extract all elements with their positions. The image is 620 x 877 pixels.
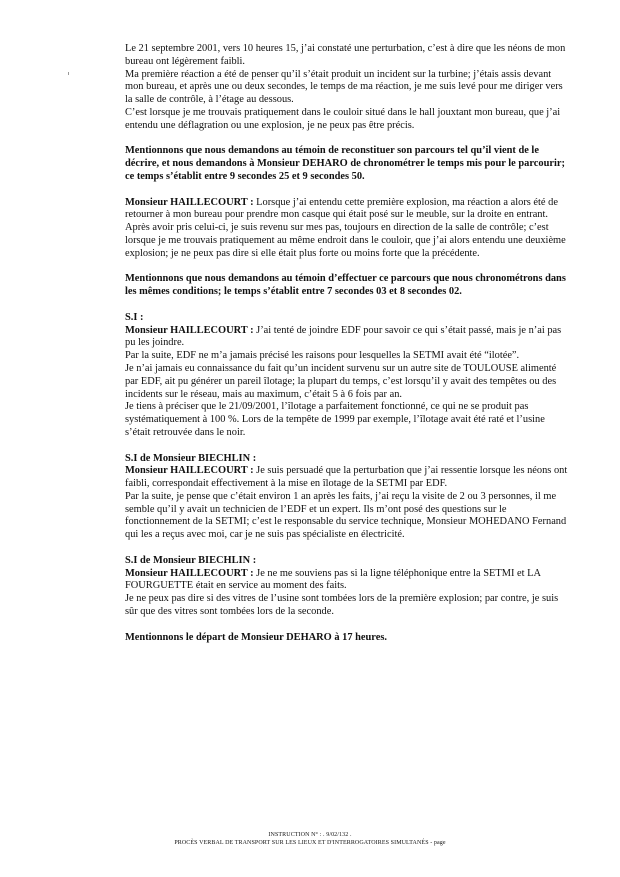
section-heading: S.I de Monsieur BIECHLIN : bbox=[125, 554, 257, 566]
paragraph bbox=[125, 325, 570, 351]
paragraph: C’est lorsque je me trouvais pratiquement dans le couloir situé dans le hall jouxtant mon bureau, que j’ai entendu une déflagration ou une explosion, je ne peux pas être précis. bbox=[125, 106, 561, 131]
paragraph: Je n’ai jamais eu connaissance du fait qu’un incident survenu sur un autre site de TOULOUSE alimenté par EDF, ait pu générer un pareil îlotage; la plupart du temps, c’est lorsqu’il y avait des tempêtes ou des incidents sur le réseau, mais au maximum, c’était 5 à 6 fois par an. bbox=[125, 362, 557, 400]
statement-text: Lorsque j’ai entendu cette première explosion, ma réaction a alors été de retourner à mon bureau pour prendre mon casque qui était posé sur le meuble, sur la droite en entrant. Après avoir pris celui-ci, je suis revenu sur mes pas, toujours en direction de la salle de contrôle; c’est lorsque je me trouvais pratiquement au même endroit dans le couloir, que j’ai alors entendu une deuxième explosion; je ne peux pas dire si elle était plus forte ou moins forte que la précédente. bbox=[125, 196, 566, 259]
section-heading: S.I : bbox=[125, 311, 144, 323]
statement-text: Je suis persuadé que la perturbation que j’ai ressentie lorsque les néons ont faibli, correspondait effectivement à la mise en îlotage de la SETMI par EDF. bbox=[125, 465, 568, 490]
paragraph: Je tiens à préciser que le 21/09/2001, l’îlotage a parfaitement fonctionné, ce qui ne se produit pas systématiquement à 100 %. Lors de la tempête de 1999 par exemple, l’îlotage avait été raté et l’usine s’était retrouvée dans le noir. bbox=[125, 401, 545, 438]
speaker-name: Monsieur HAILLECOURT : bbox=[125, 196, 254, 208]
paragraph: Par la suite, EDF ne m’a jamais précisé les raisons pour lesquelles la SETMI avait été “ilotée”. bbox=[125, 350, 520, 362]
section-heading: S.I de Monsieur BIECHLIN : bbox=[125, 452, 257, 464]
mention-note: Mentionnons le départ de Monsieur DEHARO à 17 heures. bbox=[125, 631, 387, 643]
speaker-name: Monsieur HAILLECOURT : bbox=[125, 567, 254, 579]
paragraph bbox=[125, 568, 570, 594]
paragraph: Le 21 septembre 2001, vers 10 heures 15, j’ai constaté une perturbation, c’est à dire que les néons de mon bureau ont légèrement faibli. bbox=[125, 43, 566, 67]
statement-text: J’ai tenté de joindre EDF pour savoir ce qui s’était passé, mais je n’ai pas pu les joindre. bbox=[125, 324, 562, 349]
footer-instruction-number: INSTRUCTION N° : . 9/02/132 . bbox=[268, 832, 352, 838]
paragraph: Par la suite, je pense que c’était environ 1 an après les faits, j’ai reçu la visite de 2 ou 3 personnes, il me semble qu’il y avait un technicien de l’EDF et un expert. Ils m’ont posé des questions sur le fonctionnement de la SETMI; c’est le responsable du service technique, Monsieur MOHEDANO Fernand qui les a reçus avec moi, car je ne suis pas spécialiste en électricité. bbox=[125, 490, 567, 541]
footer-document-title: PROCÈS VERBAL DE TRANSPORT SUR LES LIEUX ET D'INTERROGATOIRES SIMULTANÉS - page bbox=[174, 840, 446, 846]
document-body bbox=[125, 43, 570, 644]
paragraph: Ma première réaction a été de penser qu’il s’était produit un incident sur la turbine; j’étais assis devant mon bureau, et après une ou deux secondes, le temps de ma réaction, je me suis levé pour me diriger vers la salle de contrôle, à l’étage au dessous. bbox=[125, 68, 563, 106]
mention-note: Mentionnons que nous demandons au témoin de reconstituer son parcours tel qu’il vient de le décrire, et nous demandons à Monsieur DEHARO de chronométrer le temps mis pour le parcourir; ce temps s’établit entre 9 secondes 25 et 9 secondes 50. bbox=[125, 145, 565, 182]
speaker-name: Monsieur HAILLECOURT : bbox=[125, 324, 254, 336]
speaker-name: Monsieur HAILLECOURT : bbox=[125, 465, 254, 477]
statement-text: Je ne me souviens pas si la ligne téléphonique entre la SETMI et LA FOURGUETTE était en service au moment des faits. bbox=[125, 567, 541, 592]
paragraph: Je ne peux pas dire si des vitres de l’usine sont tombées lors de la première explosion; par contre, je suis sûr que des vitres sont tombées lors de la seconde. bbox=[125, 593, 559, 618]
mention-note: Mentionnons que nous demandons au témoin d’effectuer ce parcours que nous chronométrons dans les mêmes conditions; le temps s’établit entre 7 secondes 03 et 8 secondes 02. bbox=[125, 273, 566, 298]
margin-mark bbox=[68, 72, 69, 75]
paragraph bbox=[125, 197, 570, 261]
paragraph bbox=[125, 465, 570, 491]
